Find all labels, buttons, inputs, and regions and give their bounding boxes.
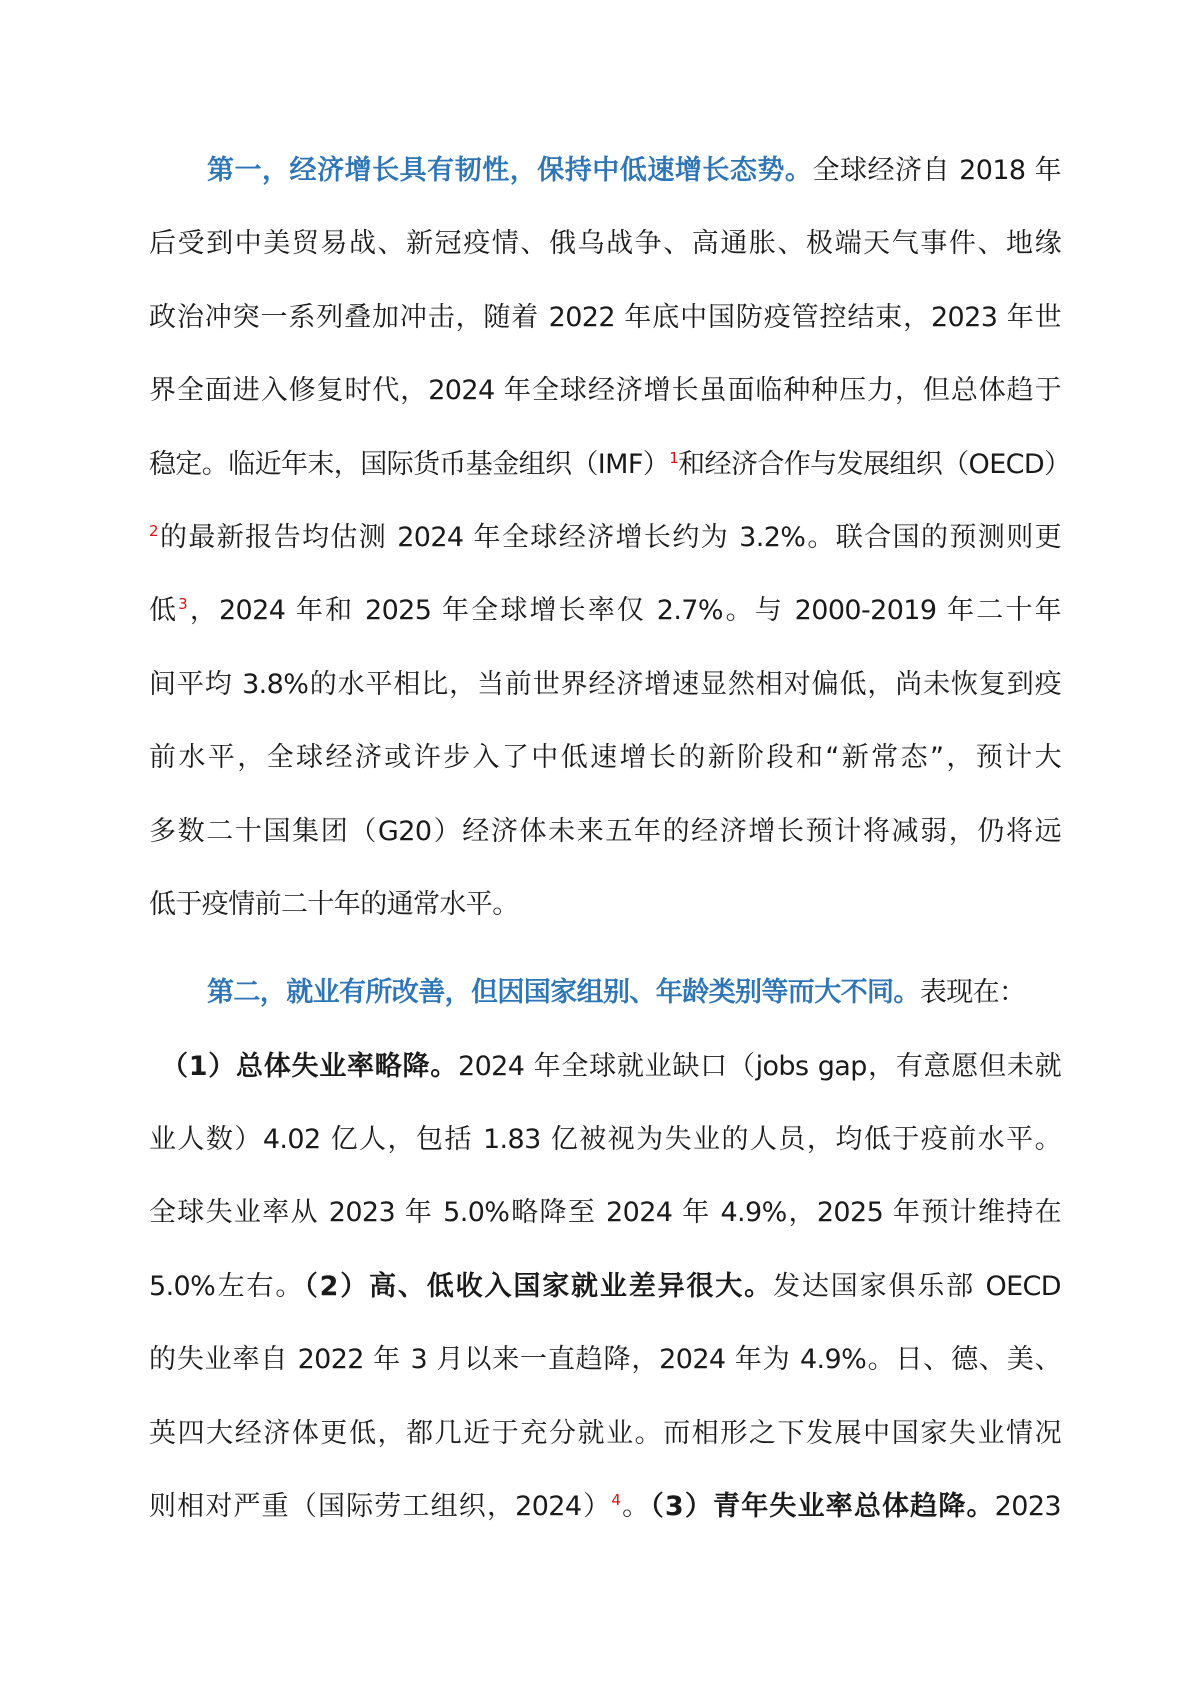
body-text: 后受到中美贸易战、新冠疫情、俄乌战争、高通胀、极端天气事件、地缘 (149, 228, 1061, 260)
text-line (149, 501, 1061, 574)
body-text: 的失业率自 2022 年 3 月以来一直趋降，2024 年为 4.9%。日、德、美、 (149, 1344, 1061, 1376)
text-line (149, 795, 1061, 868)
text-line (149, 721, 1061, 794)
footnote-marker[interactable]: 3 (178, 595, 188, 614)
paragraph (149, 956, 1061, 1543)
body-text: 政治冲突一系列叠加冲击，随着 2022 年底中国防疫管控结束，2023 年世 (149, 301, 1061, 333)
text-line (149, 1323, 1061, 1396)
text-line (149, 1250, 1061, 1323)
text-line (149, 1176, 1061, 1249)
body-text: 稳定。临近年末，国际货币基金组织（IMF） (149, 448, 670, 480)
text-line (149, 354, 1061, 427)
body-text: 5.0%左右。 (149, 1270, 305, 1302)
body-text: 低于疫情前二十年的通常水平。 (149, 888, 519, 920)
text-line (149, 1103, 1061, 1176)
body-text: 的最新报告均估测 2024 年全球经济增长约为 3.2%。联合国的预测则更 (157, 521, 1061, 553)
footnote-marker[interactable]: 4 (611, 1491, 621, 1510)
text-line (149, 574, 1061, 647)
body-text: 多数二十国集团（G20）经济体未来五年的经济增长预计将减弱，仍将远 (149, 815, 1061, 847)
text-line (149, 956, 1061, 1029)
text-line (149, 1397, 1061, 1470)
body-text: 则相对严重（国际劳工组织，2024） (149, 1491, 612, 1523)
paragraph (149, 134, 1071, 941)
body-text: 全球经济自 2018 年 (812, 155, 1061, 186)
text-line (149, 648, 1061, 721)
text-line (149, 1030, 1061, 1103)
body-text: 英四大经济体更低，都几近于充分就业。而相形之下发展中国家失业情况 (149, 1417, 1061, 1449)
text-line (149, 207, 1061, 280)
body-text: 发达国家俱乐部 OECD (773, 1270, 1061, 1302)
footnote-marker[interactable]: 2 (149, 521, 158, 540)
body-text: 低 (149, 595, 179, 627)
body-text: 间平均 3.8%的水平相比，当前世界经济增速显然相对偏低，尚未恢复到疫 (149, 668, 1061, 700)
body-text: 。 (620, 1491, 651, 1523)
body-text: 和经济合作与发展组织（OECD） (678, 448, 1071, 480)
text-line (149, 868, 1061, 941)
body-text: 2023 (994, 1491, 1061, 1523)
footnote-marker[interactable]: 1 (669, 448, 679, 467)
body-text: 业人数）4.02 亿人，包括 1.83 亿被视为失业的人员，均低于疫前水平。 (149, 1124, 1061, 1156)
text-line (149, 134, 1061, 207)
body-text: 表现在： (919, 977, 1026, 1009)
body-text: 前水平，全球经济或许步入了中低速增长的新阶段和“新常态”，预计大 (149, 742, 1061, 774)
body-text: 界全面进入修复时代，2024 年全球经济增长虽面临种种压力，但总体趋于 (149, 375, 1061, 407)
bold-point: （3）青年失业率总体趋降。 (650, 1491, 995, 1523)
body-text: ，2024 年和 2025 年全球增长率仅 2.7%。与 2000-2019 年二十年 (187, 595, 1061, 627)
bold-point: （1）总体失业率略降。 (161, 1050, 458, 1082)
body-text: 全球失业率从 2023 年 5.0%略降至 2024 年 4.9%，2025 年预计维持在 (149, 1197, 1061, 1229)
body-text: 2024 年全球就业缺口（jobs gap，有意愿但未就 (458, 1050, 1061, 1082)
text-line (149, 1470, 1061, 1543)
text-line (149, 281, 1061, 354)
document-page (149, 134, 1071, 1543)
bold-point: （2）高、低收入国家就业差异很大。 (304, 1270, 774, 1302)
section-heading: 第二，就业有所改善，但因国家组别、年龄类别等而大不同。 (207, 977, 920, 1009)
text-line (149, 428, 1071, 501)
section-heading: 第一，经济增长具有韧性，保持中低速增长态势。 (207, 155, 813, 186)
